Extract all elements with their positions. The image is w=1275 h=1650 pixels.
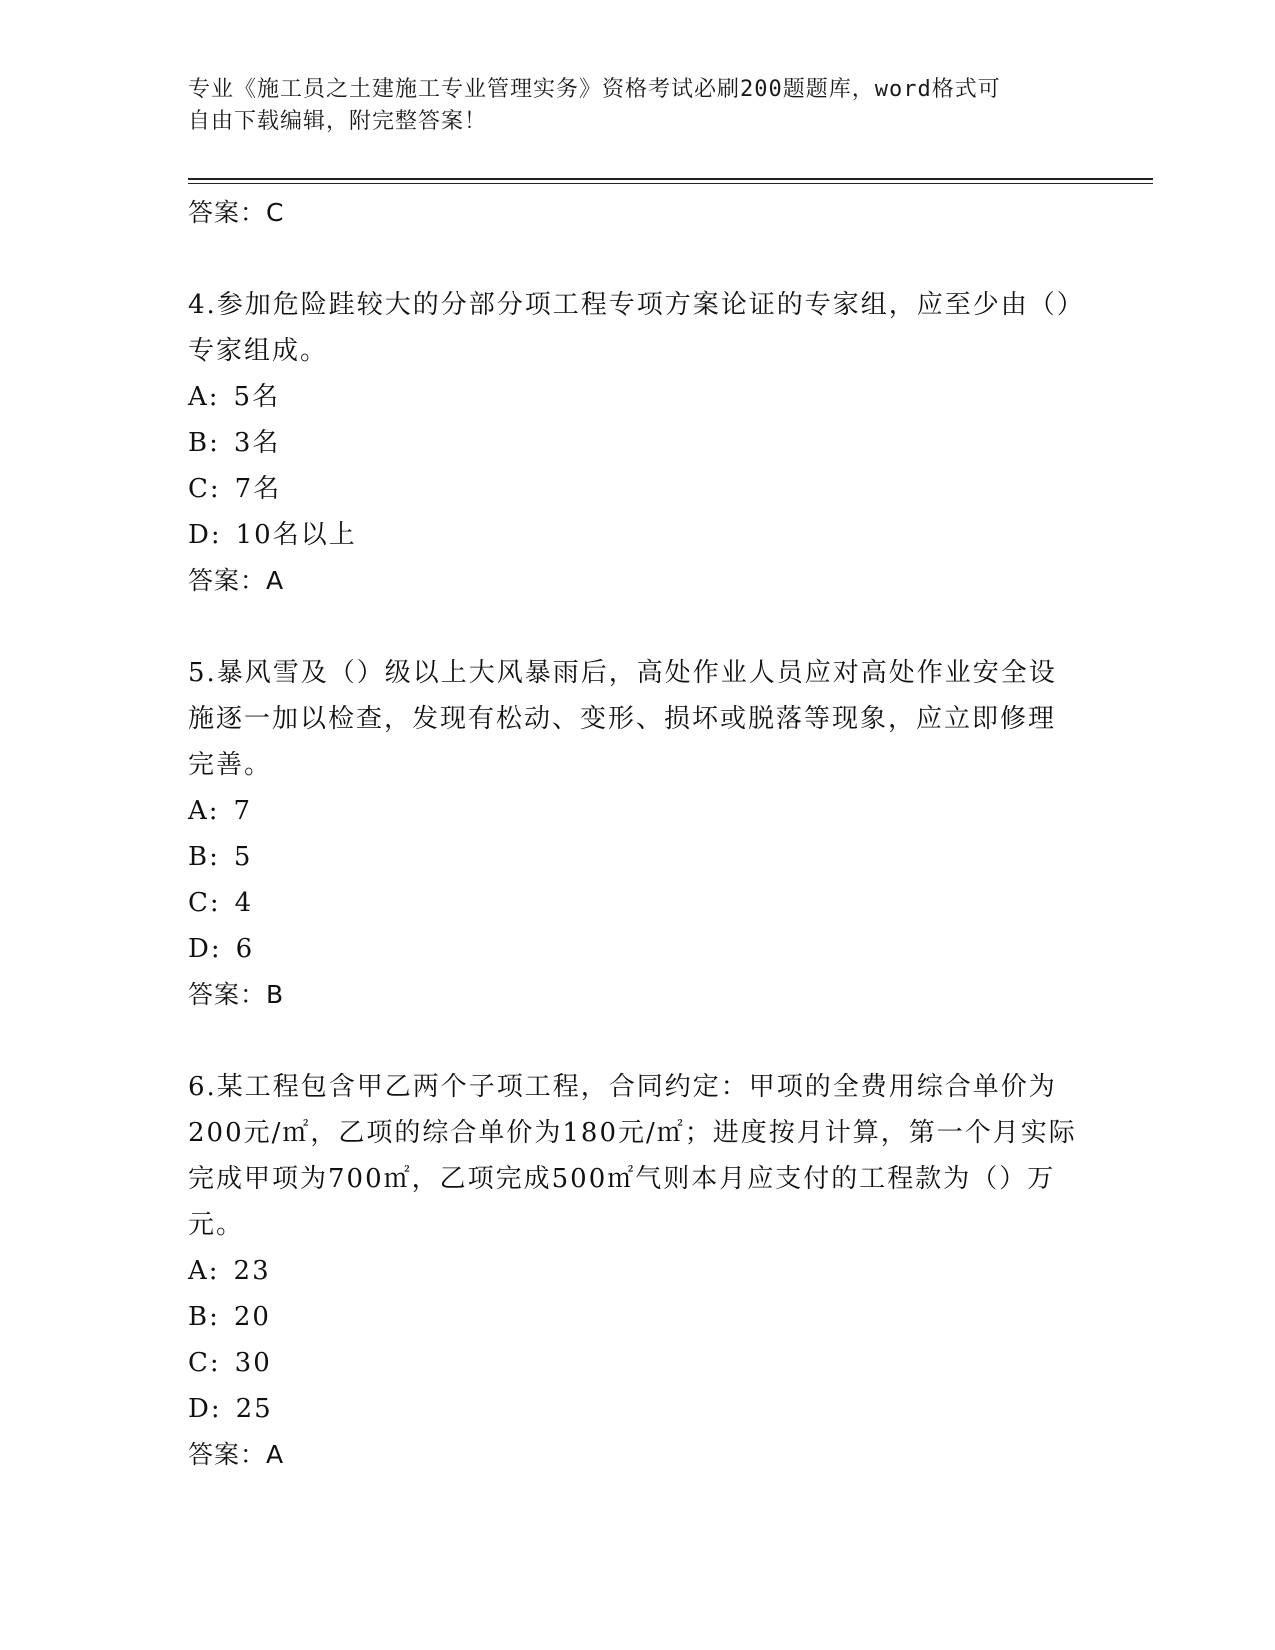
question-text: 5.暴风雪及（）级以上大风暴雨后，高处作业人员应对高处作业安全设施逐一加以检查，发现有松动、变形、损坏或脱落等现象，应立即修理完善。	[188, 658, 1057, 780]
option-letter: D:	[188, 1394, 222, 1424]
option-b	[188, 834, 1078, 880]
option-text: 6	[235, 934, 255, 964]
option-c	[188, 466, 1078, 512]
question-4	[188, 282, 1078, 604]
answer-label: 答案：C	[188, 198, 285, 227]
option-text: 4	[234, 888, 254, 918]
option-d	[188, 1386, 1078, 1432]
option-c	[188, 880, 1078, 926]
option-text: 5名	[233, 382, 281, 412]
option-letter: A:	[188, 796, 220, 826]
question-text: 6.某工程包含甲乙两个子项工程，合同约定：甲项的全费用综合单价为200元/㎡，乙项的综合单价为180元/㎡；进度按月计算，第一个月实际完成甲项为700㎡，乙项完成500㎡气则本月应支付的工程款为（）万元。	[188, 1072, 1077, 1240]
option-letter: C:	[188, 888, 221, 918]
document-header	[188, 74, 1068, 138]
option-letter: B:	[188, 842, 220, 872]
option-text: 20	[233, 1302, 271, 1332]
option-a	[188, 788, 1078, 834]
option-text: 30	[234, 1348, 272, 1378]
option-letter: D:	[188, 520, 222, 550]
option-text: 10名以上	[235, 520, 357, 550]
header-line-1: 专业《施工员之土建施工专业管理实务》资格考试必刷200题题库，word格式可	[188, 77, 1001, 102]
option-text: 23	[233, 1256, 271, 1286]
option-d	[188, 926, 1078, 972]
question-text: 4.参加危险跬较大的分部分项工程专项方案论证的专家组，应至少由（）专家组成。	[188, 290, 1072, 366]
option-letter: C:	[188, 474, 221, 504]
option-letter: B:	[188, 1302, 220, 1332]
answer-label: 答案：A	[188, 1440, 285, 1469]
option-text: 5	[233, 842, 253, 872]
option-b	[188, 420, 1078, 466]
option-c	[188, 1340, 1078, 1386]
option-text: 7名	[234, 474, 282, 504]
option-letter: B:	[188, 428, 220, 458]
option-text: 7	[233, 796, 253, 826]
question-5	[188, 650, 1078, 1018]
option-letter: C:	[188, 1348, 221, 1378]
question-list	[188, 190, 1078, 1478]
answer-label: 答案：B	[188, 980, 285, 1009]
option-d	[188, 512, 1078, 558]
option-b	[188, 1294, 1078, 1340]
question-6	[188, 1064, 1078, 1478]
option-letter: A:	[188, 382, 220, 412]
option-text: 3名	[233, 428, 281, 458]
answer-label: 答案：A	[188, 566, 285, 595]
option-a	[188, 374, 1078, 420]
option-a	[188, 1248, 1078, 1294]
header-divider	[188, 178, 1153, 180]
option-letter: A:	[188, 1256, 220, 1286]
header-divider-thin	[188, 183, 1153, 184]
option-letter: D:	[188, 934, 222, 964]
option-text: 25	[235, 1394, 273, 1424]
header-line-2: 自由下载编辑，附完整答案！	[188, 109, 488, 134]
